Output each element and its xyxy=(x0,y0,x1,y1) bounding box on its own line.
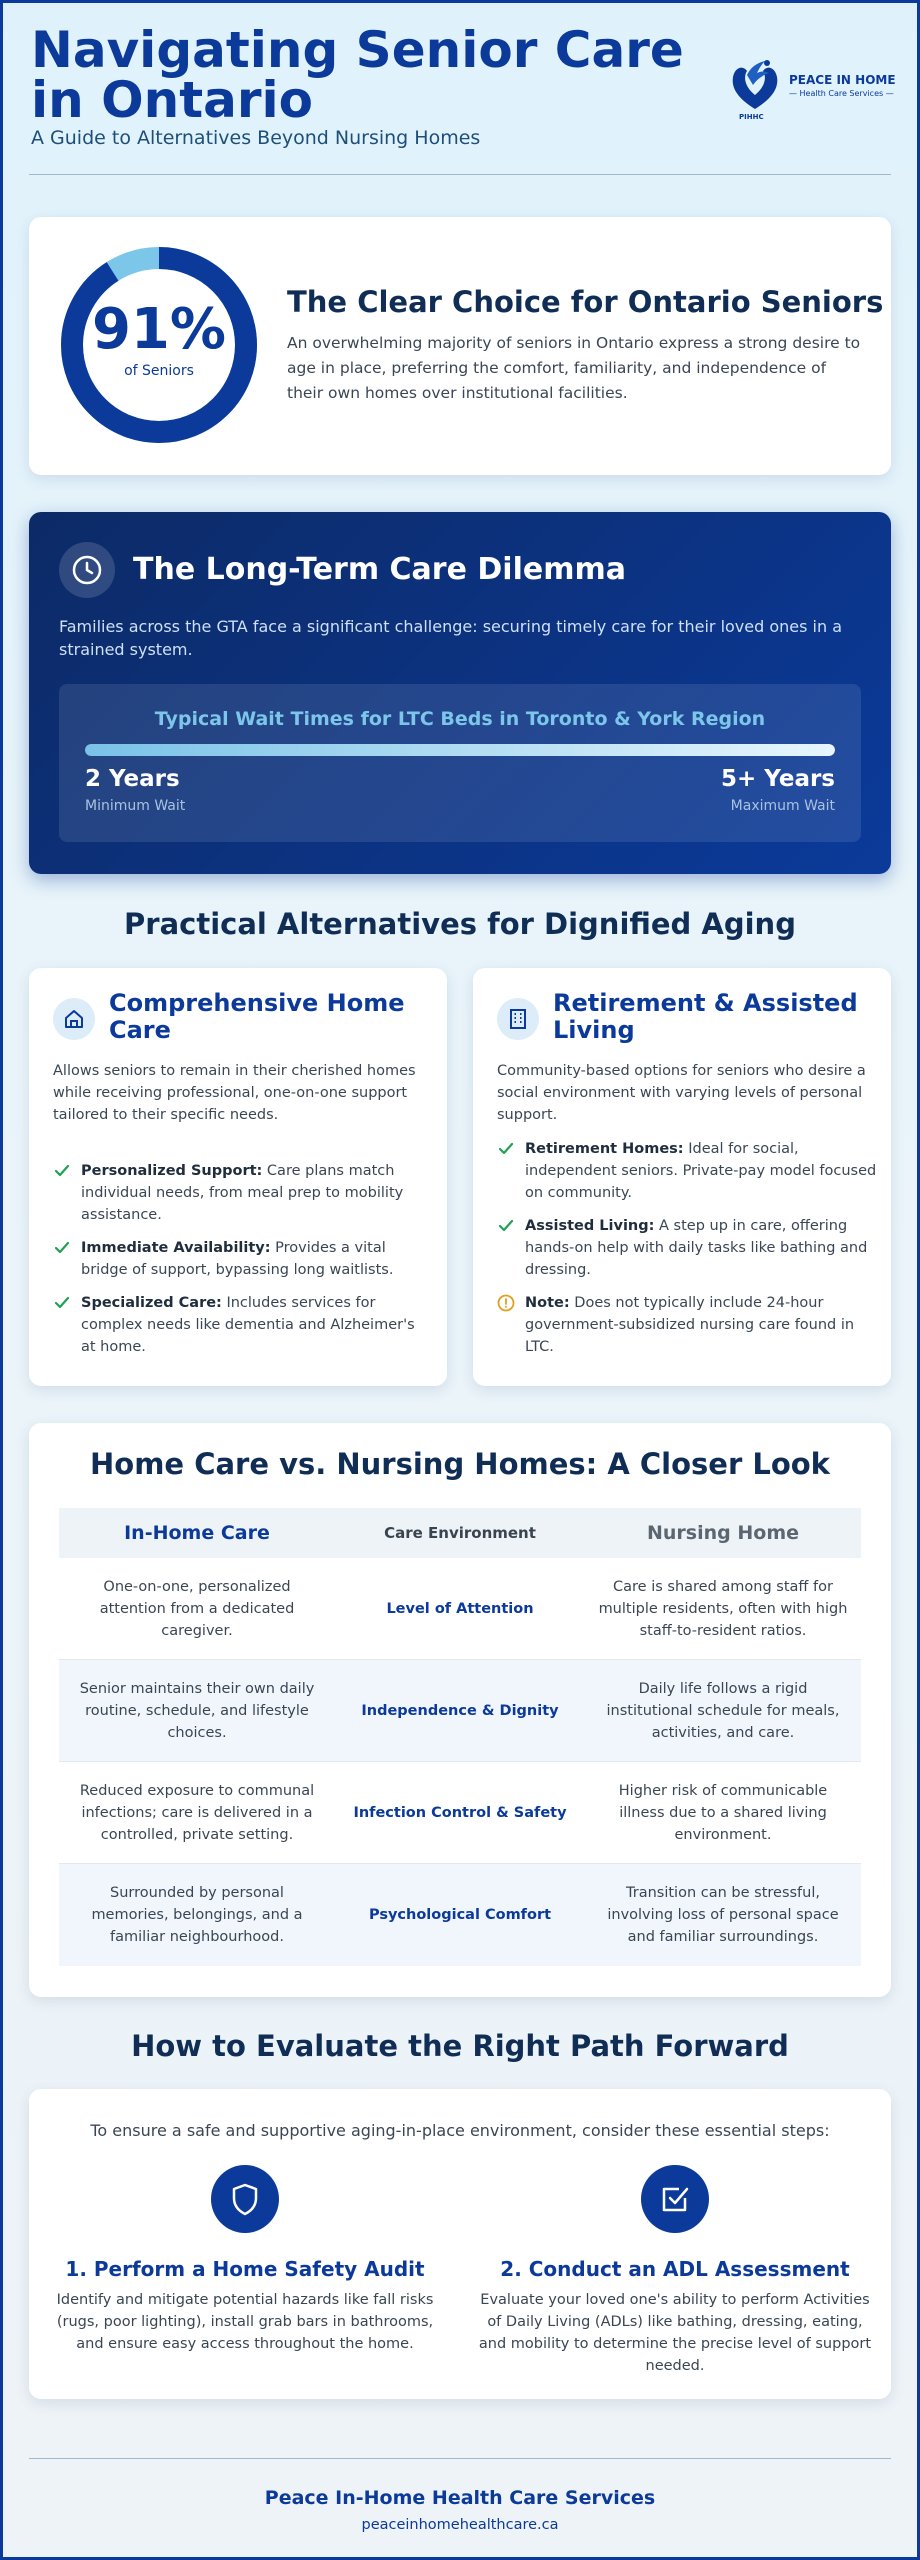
header-nursing-home: Nursing Home xyxy=(647,1522,799,1544)
step-body: Identify and mitigate potential hazards like fall risks (rugs, poor lighting), install grab bars in bathrooms, and ensure easy access throughout the home. xyxy=(56,2292,434,2352)
comparison-table xyxy=(59,1508,861,1966)
house-icon xyxy=(53,998,95,1040)
note-bold: Note: xyxy=(525,1295,570,1311)
home-care-intro: Allows seniors to remain in their cherished homes while receiving professional, one-on-one support tailored to their specific needs. xyxy=(53,1063,416,1123)
item-bold: Assisted Living: xyxy=(525,1218,655,1234)
table-row xyxy=(59,1762,861,1864)
home-care-cell: Reduced exposure to communal infections; care is delivered in a controlled, private setting. xyxy=(79,1782,315,1843)
evaluate-card xyxy=(29,2089,891,2399)
page-subtitle: A Guide to Alternatives Beyond Nursing Homes xyxy=(31,127,481,149)
ltc-dilemma-card xyxy=(29,512,891,874)
stat-title: The Clear Choice for Ontario Seniors xyxy=(287,285,884,319)
wait-range-bar xyxy=(85,744,835,756)
item-bold: Retirement Homes: xyxy=(525,1141,684,1157)
item-bold: Personalized Support: xyxy=(81,1163,263,1179)
list-item xyxy=(53,1237,433,1281)
item-text: Includes services for complex needs like dementia and Alzheimer's at home. xyxy=(81,1295,415,1355)
item-text: Ideal for social, independent seniors. Private-pay model focused on community. xyxy=(525,1141,877,1201)
check-icon xyxy=(497,1217,515,1235)
home-care-card xyxy=(29,968,447,1386)
step-title: 1. Perform a Home Safety Audit xyxy=(65,2257,425,2281)
list-item xyxy=(497,1138,877,1204)
logo-name: PEACE IN HOME xyxy=(789,73,896,87)
item-bold: Immediate Availability: xyxy=(81,1240,271,1256)
footer-website-link[interactable]: peaceinhomehealthcare.ca xyxy=(361,2517,559,2533)
check-icon xyxy=(497,1140,515,1158)
list-item xyxy=(53,1292,433,1358)
nursing-home-cell: Daily life follows a rigid institutional schedule for meals, activities, and care. xyxy=(606,1680,840,1741)
aspect-cell: Infection Control & Safety xyxy=(353,1804,567,1821)
warning-icon xyxy=(497,1294,515,1312)
home-care-cell: One-on-one, personalized attention from a dedicated caregiver. xyxy=(99,1578,295,1639)
max-wait-label: Maximum Wait xyxy=(730,798,835,814)
nursing-home-cell: Care is shared among staff for multiple residents, often with high staff-to-resident ratios. xyxy=(598,1578,848,1639)
percent-value: 91% xyxy=(91,297,227,362)
percent-label: of Seniors xyxy=(124,363,194,379)
table-row xyxy=(59,1660,861,1762)
check-icon xyxy=(53,1162,71,1180)
shield-icon-badge xyxy=(211,2165,279,2233)
dilemma-body: Families across the GTA face a significant challenge: securing timely care for their loved ones in a strained system. xyxy=(59,617,843,659)
footer-divider xyxy=(29,2458,891,2459)
step-body: Evaluate your loved one's ability to perform Activities of Daily Living (ADLs) like bathing, dressing, eating, and mobility to determine the precise level of support needed. xyxy=(478,2292,872,2374)
comparison-card xyxy=(29,1423,891,1997)
page-title: Navigating Senior Care in Ontario xyxy=(31,21,684,129)
retirement-title: Retirement & Assisted Living xyxy=(553,989,858,1044)
home-care-title: Comprehensive Home Care xyxy=(109,989,405,1044)
retirement-intro: Community-based options for seniors who desire a social environment with varying levels of personal support. xyxy=(497,1063,866,1123)
home-care-list xyxy=(53,1160,433,1369)
footer-company-name: Peace In-Home Health Care Services xyxy=(264,2487,656,2509)
item-bold: Specialized Care: xyxy=(81,1295,222,1311)
aspect-cell: Psychological Comfort xyxy=(368,1907,552,1923)
list-item xyxy=(497,1215,877,1281)
wait-times-title: Typical Wait Times for LTC Beds in Toronto & York Region xyxy=(154,708,766,730)
item-text: Care plans match individual needs, from meal prep to mobility assistance. xyxy=(81,1163,404,1223)
comparison-title: Home Care vs. Nursing Homes: A Closer Look xyxy=(90,1447,830,1481)
nursing-home-cell: Transition can be stressful, involving loss of personal space and familiar surroundings. xyxy=(607,1885,839,1945)
table-row xyxy=(59,1864,861,1966)
stat-body: An overwhelming majority of seniors in Ontario express a strong desire to age in place, preferring the comfort, familiarity, and independence of their own homes over institutional facilities. xyxy=(287,334,861,402)
home-care-cell: Surrounded by personal memories, belongings, and a familiar neighbourhood. xyxy=(91,1885,303,1945)
evaluate-intro: To ensure a safe and supportive aging-in-place environment, consider these essential steps: xyxy=(90,2121,830,2140)
dilemma-title: The Long-Term Care Dilemma xyxy=(133,552,626,587)
stat-card xyxy=(29,217,891,475)
min-wait-label: Minimum Wait xyxy=(85,798,186,814)
header-care-environment: Care Environment xyxy=(384,1524,536,1542)
evaluate-heading: How to Evaluate the Right Path Forward xyxy=(131,2029,789,2063)
table-row xyxy=(59,1558,861,1660)
clock-icon xyxy=(59,542,115,598)
check-icon xyxy=(53,1239,71,1257)
note-item xyxy=(497,1292,877,1358)
checkbox-icon xyxy=(641,2165,709,2233)
retirement-living-card xyxy=(473,968,891,1386)
retirement-list xyxy=(497,1138,877,1369)
min-wait-value: 2 Years xyxy=(85,766,180,792)
home-care-cell: Senior maintains their own daily routine, schedule, and lifestyle choices. xyxy=(79,1680,315,1741)
list-item xyxy=(53,1160,433,1226)
hands-heart-logo-icon xyxy=(727,55,783,117)
logo-caption: PIHHC xyxy=(739,113,764,121)
building-icon xyxy=(497,998,539,1040)
item-text: Provides a vital bridge of support, bypassing long waitlists. xyxy=(81,1240,394,1278)
nursing-home-cell: Higher risk of communicable illness due to a shared living environment. xyxy=(618,1782,828,1843)
step-title: 2. Conduct an ADL Assessment xyxy=(500,2257,850,2281)
checkbox-icon-badge xyxy=(641,2165,709,2233)
header-in-home-care: In-Home Care xyxy=(124,1522,270,1544)
note-text: Does not typically include 24-hour government-subsidized nursing care found in LTC. xyxy=(525,1295,855,1355)
max-wait-value: 5+ Years xyxy=(721,766,835,792)
table-header xyxy=(59,1508,861,1558)
alternatives-heading: Practical Alternatives for Dignified Aging xyxy=(124,907,796,941)
shield-icon xyxy=(211,2165,279,2233)
aspect-cell: Independence & Dignity xyxy=(361,1702,559,1719)
company-logo[interactable] xyxy=(727,55,896,125)
building-icon-badge xyxy=(497,998,539,1040)
wait-range-bar-fill xyxy=(85,744,835,756)
item-text: A step up in care, offering hands-on help with daily tasks like bathing and dressing. xyxy=(525,1218,868,1278)
wait-times-panel xyxy=(59,684,861,842)
logo-tagline: — Health Care Services — xyxy=(789,89,894,98)
clock-badge xyxy=(59,542,115,598)
check-icon xyxy=(53,1294,71,1312)
house-icon-badge xyxy=(53,998,95,1040)
aspect-cell: Level of Attention xyxy=(386,1600,534,1617)
header xyxy=(29,3,896,175)
